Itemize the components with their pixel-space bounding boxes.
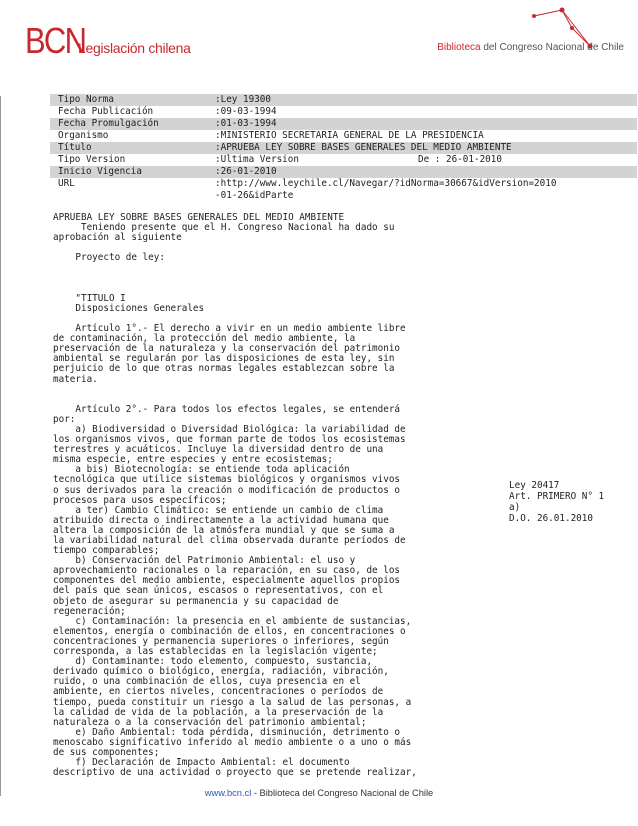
- body-line: regeneración;: [53, 605, 126, 617]
- meta-value: :MINISTERIO SECRETARIA GENERAL DE LA PRESIDENCIA: [215, 130, 484, 141]
- amendment-note-line: Ley 20417: [509, 480, 560, 491]
- body-line: a) Biodiversidad o Diversidad Biológica: la variabilidad de: [53, 423, 406, 435]
- body-line: naturaleza o a la conservación del patrimonio ambiental;: [53, 716, 367, 728]
- amendment-note-line: a): [509, 502, 521, 513]
- meta-row-organismo: [50, 130, 637, 142]
- body-line: Proyecto de ley:: [53, 252, 165, 264]
- logo-subtitle: Legislación chilena: [78, 40, 191, 56]
- meta-row-inicio-vigencia: [50, 166, 637, 178]
- meta-value: :APRUEBA LEY SOBRE BASES GENERALES DEL MEDIO AMBIENTE: [215, 142, 512, 153]
- metadata-table: [50, 94, 637, 202]
- body-line: a bis) Biotecnología: se entiende toda aplicación: [53, 464, 350, 476]
- body-line: descriptivo de una actividad o proyecto que se pretende realizar,: [53, 767, 417, 779]
- body-line: APRUEBA LEY SOBRE BASES GENERALES DEL MEDIO AMBIENTE: [53, 212, 345, 223]
- meta-row-fecha-promulgacion: [50, 118, 637, 130]
- brand-rest: del Congreso Nacional de Chile: [480, 42, 624, 53]
- body-line: por:: [53, 413, 76, 425]
- body-line: a ter) Cambio Climático: se entiende un cambio de clima: [53, 504, 384, 516]
- body-line: tiempo comparables;: [53, 545, 160, 557]
- body-line: Teniendo presente que el H. Congreso Nacional ha dado su: [53, 222, 395, 234]
- left-margin-line: [0, 96, 1, 796]
- amendment-note-line: D.O. 26.01.2010: [509, 513, 593, 524]
- meta-label: Organismo: [58, 130, 109, 141]
- body-line: [53, 274, 508, 284]
- body-line: tecnológica que utilice sistemas biológicos y organismos vivos: [53, 474, 401, 486]
- body-line: o sus derivados para la creación o modificación de productos o: [53, 484, 401, 496]
- body-line: "TITULO I: [53, 292, 126, 304]
- meta-label: URL: [58, 178, 75, 189]
- body-line: atribuido directa o indirectamente a la actividad humana que: [53, 514, 389, 526]
- meta-row-titulo: [50, 142, 637, 154]
- footer-text: - Biblioteca del Congreso Nacional de Chile: [251, 788, 434, 798]
- body-line: corresponda, a las establecidas en la legislación vigente;: [53, 646, 378, 658]
- body-line: menoscabo significativo inferido al medio ambiente o a uno o más: [53, 736, 412, 748]
- body-line: ambiental se regularán por las disposiciones de esta ley, sin: [53, 353, 395, 365]
- page-header: [0, 0, 638, 80]
- body-line: los organismos vivos, que forman parte de todos los ecosistemas: [53, 434, 406, 446]
- body-line: derivado químico o biológico, energía, radiación, vibración,: [53, 666, 389, 678]
- body-line: perjuicio de lo que otras normas legales establezcan sobre la: [53, 363, 395, 375]
- body-line: de sus componentes;: [53, 746, 160, 758]
- body-line: elementos, energía o combinación de ellos, en concentraciones o: [53, 625, 406, 637]
- body-line: misma especie, entre especies y entre ecosistemas;: [53, 454, 333, 466]
- body-line: [53, 385, 508, 395]
- meta-label: Título: [58, 142, 92, 153]
- body-line: altera la composición de la atmósfera mundial y que se suma a: [53, 524, 395, 536]
- body-line: aprovechamiento racionales o la reparación, en su caso, de los: [53, 565, 401, 577]
- meta-label: Tipo Version: [58, 154, 126, 165]
- logo-mark: BCN: [25, 20, 86, 61]
- page-footer: [0, 788, 638, 798]
- body-line: f) Declaración de Impacto Ambiental: el documento: [53, 757, 350, 769]
- body-line: b) Conservación del Patrimonio Ambiental: el uso y: [53, 555, 356, 567]
- body-line: la calidad de vida de la población, a la preservación de la: [53, 706, 384, 718]
- meta-value-date: De : 26-01-2010: [418, 154, 502, 165]
- meta-value: :01-03-1994: [215, 118, 277, 129]
- meta-value: :09-03-1994: [215, 106, 277, 117]
- body-line: preservación de la naturaleza y la conservación del patrimonio: [53, 343, 401, 355]
- body-line: objeto de asegurar su permanencia y su capacidad de: [53, 595, 339, 607]
- url-link[interactable]: :http://www.leychile.cl/Navegar/?idNorma=30667&idVersion=2010: [215, 178, 557, 189]
- body-line: d) Contaminante: todo elemento, compuesto, sustancia,: [53, 656, 373, 668]
- meta-value: :26-01-2010: [215, 166, 277, 177]
- meta-row-tipo-version: [50, 154, 637, 166]
- meta-row-url-cont: [50, 190, 637, 202]
- law-body-text: [53, 213, 508, 778]
- body-line: aprobación al siguiente: [53, 232, 182, 244]
- meta-label: Tipo Norma: [58, 94, 114, 105]
- body-line: terrestres y acuáticos. Incluye la diversidad dentro de una: [53, 444, 384, 456]
- body-line: la variabilidad natural del clima observada durante períodos de: [53, 535, 406, 546]
- body-line: de contaminación, la protección del medio ambiente, la: [53, 333, 356, 345]
- meta-value: :Ley 19300: [215, 94, 271, 105]
- body-line: Artículo 2°.- Para todos los efectos legales, se entenderá: [53, 403, 401, 415]
- body-line: Artículo 1°.- El derecho a vivir en un medio ambiente libre: [53, 323, 406, 335]
- body-line: concentraciones y permanencia superiores o inferiores, según: [53, 635, 389, 647]
- body-line: ruido, o una combinación de ellos, cuya presencia en el: [53, 676, 361, 688]
- body-line: e) Daño Ambiental: toda pérdida, disminución, detrimento o: [53, 726, 401, 738]
- body-line: Disposiciones Generales: [53, 302, 205, 314]
- body-line: materia.: [53, 373, 98, 385]
- meta-row-url: [50, 178, 637, 190]
- footer-link[interactable]: www.bcn.cl: [204, 788, 252, 798]
- brand-biblioteca: Biblioteca: [437, 42, 481, 53]
- meta-row-tipo-norma: [50, 94, 637, 106]
- amendment-note-line: Art. PRIMERO N° 1: [509, 491, 605, 502]
- body-line: del país que sean únicos, escasos o representativos, con el: [53, 585, 384, 597]
- meta-label: Fecha Publicación: [58, 106, 154, 117]
- amendment-note: [509, 480, 604, 524]
- bcn-brand-right: [437, 42, 624, 53]
- body-line: [53, 263, 508, 273]
- meta-label: Fecha Promulgación: [58, 118, 159, 129]
- body-line: c) Contaminación: la presencia en el ambiente de sustancias,: [53, 615, 412, 627]
- meta-value: :Ultima Version: [215, 154, 299, 165]
- body-line: ambiente, en ciertos niveles, concentraciones o períodos de: [53, 686, 384, 698]
- meta-label: Inicio Vigencia: [58, 166, 142, 177]
- url-link-continued[interactable]: -01-26&idParte: [215, 190, 294, 201]
- bcn-logo: [25, 20, 191, 62]
- meta-row-fecha-publicacion: [50, 106, 637, 118]
- body-line: tiempo, pueda constituir un riesgo a la salud de las personas, a: [53, 696, 412, 708]
- body-line: procesos para usos específicos;: [53, 494, 227, 506]
- body-line: componentes del medio ambiente, especialmente aquellos propios: [53, 575, 401, 587]
